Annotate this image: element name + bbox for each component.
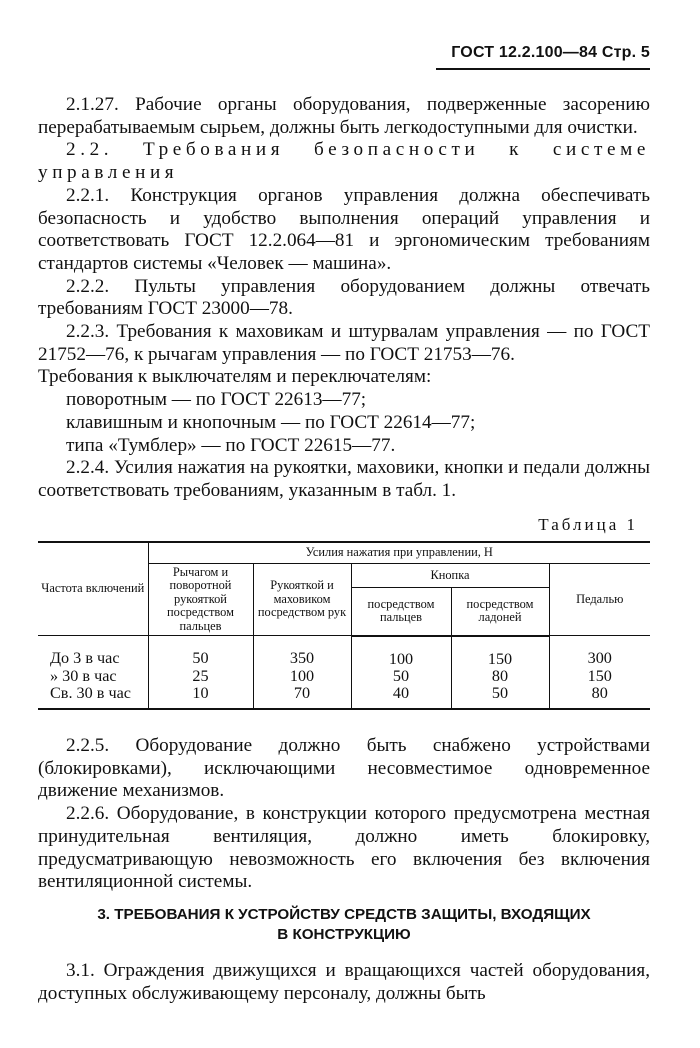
text-block-middle [38,735,650,894]
cell-button-fingers: 40 [351,685,451,709]
cell-button-fingers: 100 [351,636,451,668]
paragraph-2-2-3: 2.2.3. Требования к маховикам и штурвалам управления — по ГОСТ 21752—76, к рычагам управления — по ГОСТ 21753—76. [38,321,650,365]
cell-frequency: До 3 в час [50,649,120,667]
cell-button-fingers: 50 [351,668,451,685]
list-item: клавишным и кнопочным — по ГОСТ 22614—77; [66,411,476,433]
table-row [38,668,650,685]
paragraph-2-2-heading: 2.2. Требования безопасности к системе управления [38,139,650,184]
cell-pedal: 150 [549,668,650,685]
header-frequency: Частота включений [38,542,148,636]
cell-button-palm: 150 [451,636,549,668]
paragraph-2-2-1: 2.2.1. Конструкция органов управления должна обеспечивать безопасность и удобство выполнения операций управления и соответствовать ГОСТ 12.2.064—81 и эргономическим требованиям стандартов системы «Человек — машина». [38,184,650,274]
cell-pedal: 80 [549,685,650,709]
paragraph-2-2-5: 2.2.5. Оборудование должно быть снабжено устройствами (блокировками), исключающими несовместимое одновременное движение механизмов. [38,735,650,802]
header-rule [436,68,650,70]
text-block-top [38,94,650,503]
cell-handle: 100 [253,668,351,685]
cell-lever: 25 [148,668,253,685]
list-item: поворотным — по ГОСТ 22613—77; [66,389,367,411]
cell-frequency: Св. 30 в час [38,685,148,709]
table-row [38,685,650,709]
list-item: типа «Тумблер» — по ГОСТ 22615—77. [66,434,396,456]
cell-handle: 70 [253,685,351,709]
cell-handle: 350 [253,636,351,668]
section-3-title-line2: В КОНСТРУКЦИЮ [277,926,411,943]
paragraph-2-1-27: 2.1.27. Рабочие органы оборудования, подверженные засорению перерабатываемым сырьем, должны быть легкодоступными для очистки. [38,94,650,138]
header-button-palm: посредством ладоней [451,588,549,636]
cell-button-palm: 80 [451,668,549,685]
paragraph-2-2-6: 2.2.6. Оборудование, в конструкции которого предусмотрена местная принудительная вентиляция, должно иметь блокировку, предусматривающую невозможность его включения без включения вентиляционной системы. [38,803,650,893]
header-button: Кнопка [351,563,549,588]
table-row [38,636,650,668]
cell-lever: 50 [148,636,253,668]
paragraph-2-2-4: 2.2.4. Усилия нажатия на рукоятки, маховики, кнопки и педали должны соответствовать требованиям, указанным в табл. 1. [38,457,650,501]
force-table [38,541,650,710]
table-caption: Таблица 1 [538,515,638,534]
paragraph-2-2-3-switches: Требования к выключателям и переключателям: [38,366,432,388]
section-3-title [38,905,650,945]
paragraph-3-1: 3.1. Ограждения движущихся и вращающихся частей оборудования, доступных обслуживающему персоналу, должны быть [38,960,650,1004]
section-3-title-line1: 3. ТРЕБОВАНИЯ К УСТРОЙСТВУ СРЕДСТВ ЗАЩИТЫ, ВХОДЯЩИХ [97,906,591,923]
header-pedal: Педалью [549,563,650,636]
header-handle: Рукояткой и маховиком посредством рук [253,563,351,636]
header-button-fingers: посредством пальцев [351,588,451,636]
page-header: ГОСТ 12.2.100—84 Стр. 5 [451,44,650,61]
cell-frequency: » 30 в час [50,666,117,685]
header-lever: Рычагом и поворотной рукояткой посредством пальцев [148,563,253,636]
cell-button-palm: 50 [451,685,549,709]
cell-pedal: 300 [549,636,650,668]
cell-lever: 10 [148,685,253,709]
header-force-group: Усилия нажатия при управлении, Н [148,542,650,563]
text-block-bottom [38,960,650,1005]
paragraph-2-2-2: 2.2.2. Пульты управления оборудованием должны отвечать требованиям ГОСТ 23000—78. [38,275,650,320]
